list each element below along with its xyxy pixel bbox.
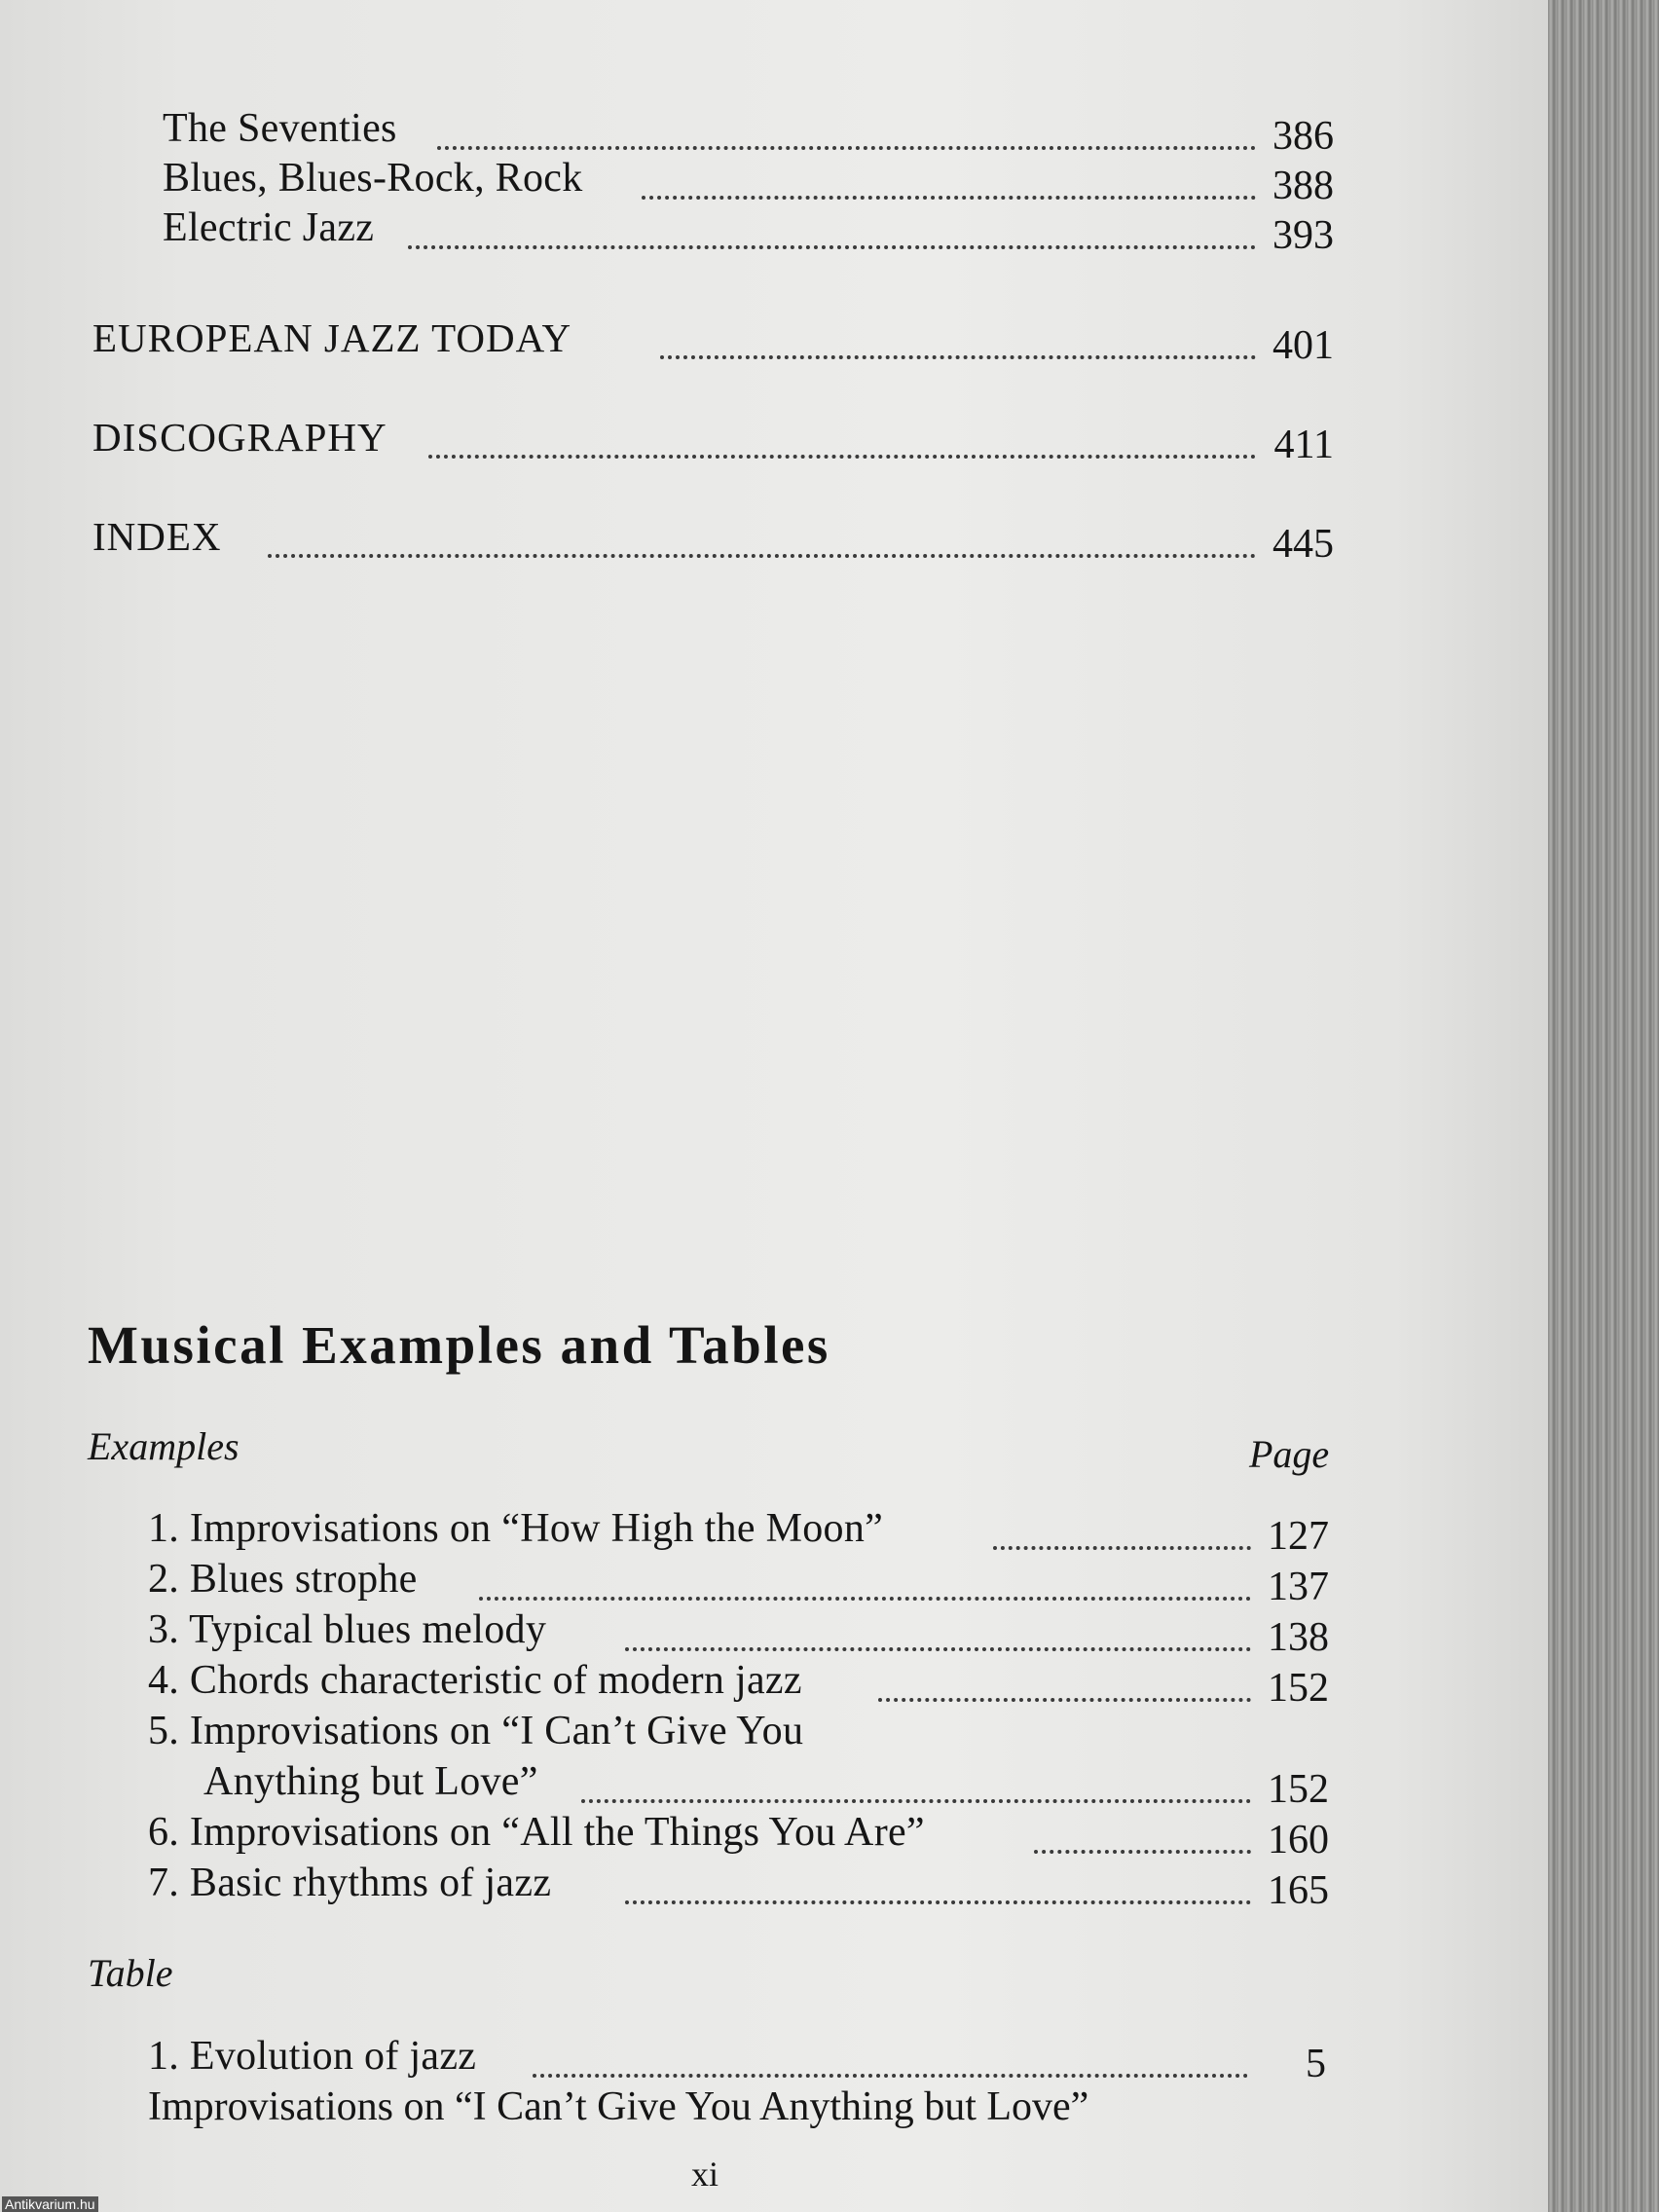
examples-header: Examples [88, 1424, 240, 1468]
toc-entry-label: EUROPEAN JAZZ TODAY [92, 315, 572, 360]
toc-entry [92, 505, 1334, 568]
toc-entry [163, 197, 1334, 259]
example-label: 3. Typical blues melody [148, 1607, 547, 1652]
example-page: 152 [1268, 1666, 1329, 1711]
table-entry-continued: Improvisations on “I Can’t Give You Anything but Love” [148, 2084, 1089, 2129]
toc-entry-label: DISCOGRAPHY [92, 415, 387, 460]
example-page: 138 [1268, 1615, 1329, 1660]
toc-entry-page: 393 [1272, 213, 1334, 258]
leader-dots [408, 245, 1256, 249]
page-column-header: Page [1249, 1432, 1330, 1476]
toc-entry-page: 388 [1272, 164, 1334, 208]
toc-entry-page: 445 [1272, 522, 1334, 567]
example-label: 4. Chords characteristic of modern jazz [148, 1658, 802, 1703]
example-label: 6. Improvisations on “All the Things You Are” [148, 1810, 925, 1855]
example-label: 2. Blues strophe [148, 1557, 418, 1602]
table-label: 1. Evolution of jazz [148, 2034, 477, 2079]
example-page: 160 [1268, 1818, 1329, 1862]
page-number: xi [691, 2155, 719, 2194]
toc-entry-label: The Seventies [163, 106, 397, 151]
toc-entry-label: INDEX [92, 514, 222, 559]
example-label: 7. Basic rhythms of jazz [148, 1861, 552, 1905]
toc-entry-page: 401 [1272, 323, 1334, 368]
table-page: 5 [1306, 2042, 1326, 2086]
example-page: 165 [1268, 1868, 1329, 1913]
toc-entry [92, 307, 1334, 369]
example-entry [148, 1852, 1329, 1914]
example-page: 137 [1268, 1565, 1329, 1609]
leader-dots [268, 554, 1256, 558]
leader-dots [625, 1900, 1251, 1904]
toc-entry-page: 411 [1273, 423, 1334, 467]
toc-entry-label: Blues, Blues-Rock, Rock [163, 156, 583, 201]
leader-dots [428, 455, 1256, 459]
example-page: 127 [1268, 1514, 1329, 1559]
section-heading: Musical Examples and Tables [88, 1315, 830, 1375]
toc-entry-page: 386 [1272, 114, 1334, 159]
example-label: 5. Improvisations on “I Can’t Give You [148, 1709, 804, 1753]
table-header: Table [88, 1951, 173, 1995]
example-label: Anything but Love” [203, 1759, 538, 1804]
example-label: 1. Improvisations on “How High the Moon” [148, 1506, 884, 1551]
watermark: Antikvarium.hu [2, 2196, 98, 2212]
toc-entry [92, 406, 1334, 468]
page-edge [1548, 0, 1659, 2212]
leader-dots [533, 2074, 1248, 2078]
toc-entry-label: Electric Jazz [163, 205, 375, 250]
leader-dots [660, 355, 1256, 359]
table-entry [148, 2025, 1326, 2087]
example-page: 152 [1268, 1767, 1329, 1812]
